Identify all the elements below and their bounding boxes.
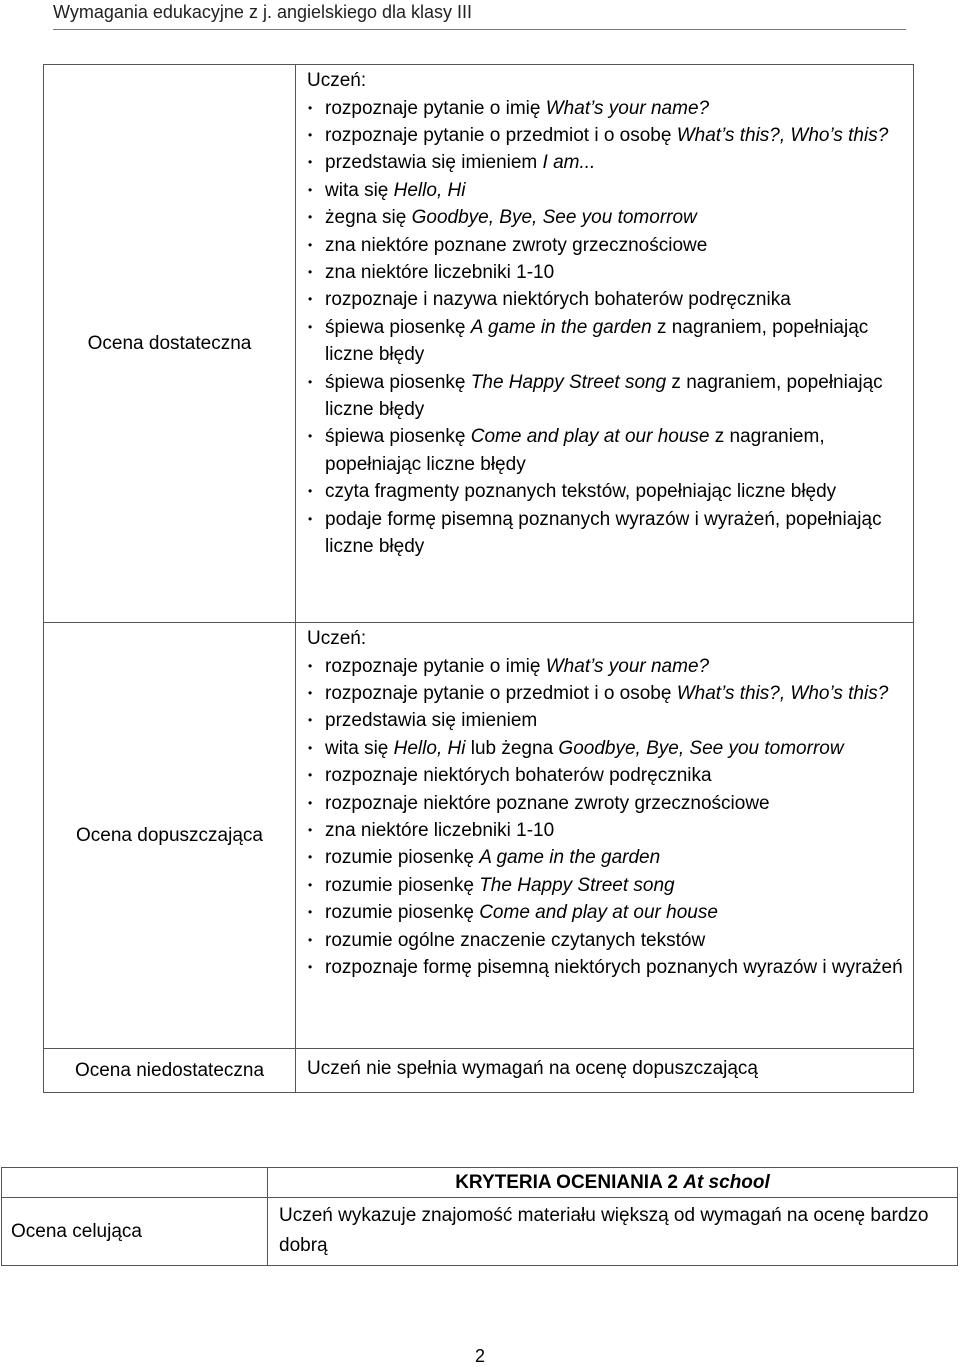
text-segment: zna niektóre liczebniki 1-10	[325, 261, 555, 283]
lead-text: Uczeń:	[307, 628, 367, 649]
requirement-item	[307, 844, 903, 871]
requirement-item	[307, 314, 903, 369]
requirement-item	[307, 817, 903, 844]
requirement-item	[307, 927, 903, 954]
text-segment: rozpoznaje niektóre poznane zwroty grzecznościowe	[325, 792, 770, 814]
requirement-item	[307, 177, 903, 204]
criteria-row-text: Uczeń wykazuje znajomość materiału większą od wymagań na ocenę bardzo dobrą	[268, 1198, 958, 1266]
text-segment: przedstawia się imieniem	[325, 710, 538, 732]
requirement-item	[307, 954, 903, 981]
text-segment: rozumie piosenkę	[325, 874, 480, 896]
grade-label: Ocena dopuszczająca	[44, 623, 296, 1049]
text-segment: rozpoznaje pytanie o przedmiot i o osobę	[325, 682, 677, 704]
grade-label: Ocena dostateczna	[44, 65, 296, 623]
criteria-row	[2, 1198, 958, 1266]
text-segment: rozpoznaje pytanie o imię	[325, 97, 546, 119]
text-segment: zna niektóre poznane zwroty grzecznościowe	[325, 234, 708, 256]
requirement-item	[307, 122, 903, 149]
grade-row-dostateczna	[44, 65, 914, 623]
requirement-item	[307, 790, 903, 817]
requirement-item	[307, 735, 903, 762]
requirement-item	[307, 369, 903, 424]
text-segment: lub żegna	[465, 737, 559, 759]
text-segment: rozumie piosenkę	[325, 902, 480, 924]
text-segment: rozpoznaje i nazywa niektórych bohaterów podręcznika	[325, 289, 791, 311]
requirement-item	[307, 653, 903, 680]
criteria-header-row	[2, 1168, 958, 1198]
grade-row-dopuszczajaca	[44, 623, 914, 1049]
page-number: 2	[474, 1346, 485, 1366]
grade-label: Ocena niedostateczna	[44, 1049, 296, 1093]
text-segment: przedstawia się imieniem	[325, 152, 543, 174]
grades-table	[43, 64, 914, 1093]
requirement-item	[307, 899, 903, 926]
requirement-item	[307, 95, 903, 122]
text-segment: rozumie piosenkę	[325, 847, 480, 869]
text-segment: z nagraniem, popełniając liczne błędy	[325, 371, 883, 420]
requirement-item	[307, 762, 903, 789]
requirement-item	[307, 872, 903, 899]
text-segment: z nagraniem, popełniając liczne błędy	[325, 316, 869, 366]
italic-phrase: I am...	[542, 152, 596, 174]
document-header: Wymagania edukacyjne z j. angielskiego dla klasy III	[53, 2, 473, 22]
text-segment: rozpoznaje pytanie o przedmiot i o osobę	[325, 124, 677, 146]
requirement-item	[307, 707, 903, 734]
grade-row-niedostateczna	[44, 1049, 914, 1093]
grade-content	[296, 65, 914, 623]
text-segment: z nagraniem, popełniając liczne błędy	[325, 426, 825, 475]
text-segment: rozpoznaje niektórych bohaterów podręcznika	[325, 765, 712, 787]
italic-phrase: The Happy Street song	[479, 874, 675, 896]
requirement-item	[307, 259, 903, 286]
header-rule	[53, 29, 906, 30]
text-segment: czyta fragmenty poznanych tekstów, popełniając liczne błędy	[325, 481, 837, 503]
italic-phrase: What’s your name?	[545, 655, 710, 677]
italic-phrase: Goodbye, Bye, See you tomorrow	[411, 207, 697, 229]
text-segment: śpiewa piosenkę	[325, 316, 471, 338]
italic-phrase: What’s this?, Who’s this?	[676, 124, 889, 146]
blank-cell	[2, 1168, 268, 1198]
italic-phrase: Come and play at our house	[479, 902, 718, 924]
italic-phrase: Hello, Hi	[393, 737, 466, 759]
requirement-item	[307, 423, 903, 478]
grade-content-text: Uczeń nie spełnia wymagań na ocenę dopuszczającą	[296, 1049, 914, 1093]
italic-phrase: A game in the garden	[479, 847, 661, 869]
requirement-item	[307, 506, 903, 561]
text-segment: żegna się	[325, 207, 412, 229]
requirement-item	[307, 232, 903, 259]
criteria-title-prefix: KRYTERIA OCENIANIA 2	[455, 1172, 684, 1193]
text-segment: śpiewa piosenkę	[325, 426, 471, 448]
requirement-item	[307, 204, 903, 231]
italic-phrase: Goodbye, Bye, See you tomorrow	[558, 737, 844, 759]
text-segment: rozpoznaje formę pisemną niektórych poznanych wyrazów i wyrażeń	[325, 956, 903, 978]
grade-content	[296, 623, 914, 1049]
requirements-list	[307, 95, 903, 561]
criteria-title-italic: At school	[683, 1172, 770, 1193]
requirement-item	[307, 478, 903, 505]
text-segment: wita się	[325, 179, 394, 201]
criteria-table	[1, 1167, 958, 1266]
italic-phrase: What’s this?, Who’s this?	[676, 682, 889, 704]
text-segment: wita się	[325, 737, 394, 759]
text-segment: podaje formę pisemną poznanych wyrazów i wyrażeń, popełniając liczne błędy	[325, 508, 882, 557]
text-segment: rozumie ogólne znaczenie czytanych tekstów	[325, 929, 706, 951]
text-segment: śpiewa piosenkę	[325, 371, 471, 393]
text-segment: rozpoznaje pytanie o imię	[325, 655, 546, 677]
criteria-row-label: Ocena celująca	[2, 1198, 268, 1266]
requirements-list	[307, 653, 903, 982]
italic-phrase: What’s your name?	[545, 97, 710, 119]
italic-phrase: Hello, Hi	[393, 179, 466, 201]
requirement-item	[307, 680, 903, 707]
italic-phrase: A game in the garden	[470, 316, 652, 338]
text-segment: zna niektóre liczebniki 1-10	[325, 819, 555, 841]
criteria-title	[268, 1168, 958, 1198]
italic-phrase: The Happy Street song	[470, 371, 667, 393]
lead-text: Uczeń:	[307, 70, 367, 91]
requirement-item	[307, 149, 903, 176]
italic-phrase: Come and play at our house	[470, 426, 710, 448]
requirement-item	[307, 286, 903, 313]
